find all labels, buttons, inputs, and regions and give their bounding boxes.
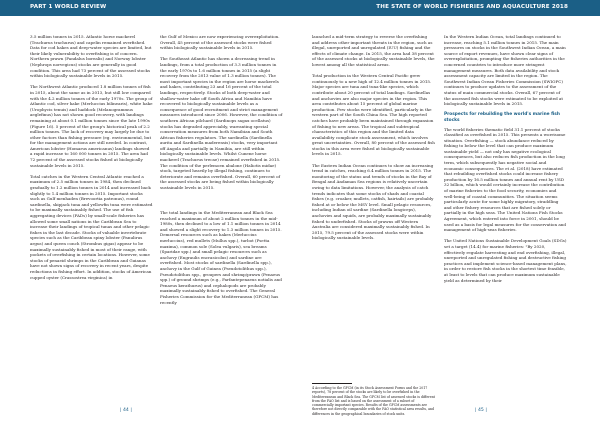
header-part-title: PART 1 WORLD REVIEW <box>30 4 107 10</box>
running-header <box>0 0 600 16</box>
paragraph: The Southeast Atlantic has shown a decreasing trend in landings, from a total production of 3.3 million tonnes in the early 1970s to 1.6 million tonnes in 2015 (a slight recovery from the 2013 value of 1.3 million tonnes). The most important species in the region are horse mackerels and hakes, contributing 23 and 16 percent of the total landings, respectively. Stocks of both deep-water and shallow-water hake off South Africa and Namibia have recovered to biologically sustainable levels as a consequence of good recruitment and strict management measures introduced since 2006. However, the condition of southern African pilchard (Sardinops sagax ocellatus) stocks has degraded appreciably, warranting special conservation measures from both Namibian and South African fisheries regulators. The sardinella (Sardinella aurita and Sardinella maderensis) stocks, very important off Angola and partially in Namibia, are still within biologically sustainable levels. Whilst Cunene horse mackerel (Trachurus trecae) remained overfished in 2015. The condition of the perlemoen abalone (Haliotis midae) stock, targeted heavily by illegal fishing, continues to deteriorate and remains overfished. Overall, 60 percent of the assessed stocks are being fished within biologically sustainable levels in 2015. <box>160 56 283 191</box>
paragraph: the Gulf of Mexico are now experiencing overexploitation. Overall, 45 percent of the assessed stocks were fished within biologically sustainable levels in 2015. <box>160 34 280 51</box>
footnote-divider <box>312 383 352 384</box>
paragraph: The world fisheries thematic field 31.1 percent of stocks classified as overfished in 2015. This presents a worrisome situation. Overfishing — stock abundance reduced by fishing to below the level that can produce maximum sustainable yield — not only has negative ecological consequences, but also reduces fish production in the long term, which subsequently has negative social and economic consequences. The et al. (2018) have estimated that rebuilding overfished stocks could increase fishery production by 16.5 million tonnes and annual rent by USD 32 billion, which would certainly increase the contribution of marine fisheries to the food security, economies and well-being of coastal communities. The situation seems particularly acute for some highly migratory, straddling and other fishery resources that are fished solely or partially in the high seas. The United Nations Fish Stocks Agreement, which entered into force in 2001, should be used as a basis for legal measures for the conservation and management of high-seas fisheries. <box>444 126 566 233</box>
text-column-2 <box>160 34 283 204</box>
paragraph: Total production in the Western Central Pacific grew continuously to a new high of 12.4 million tonnes in 2015. Major species are tuna and tuna-like species, which contribute about 20 percent of total landings. Sardinellas and anchovies are also major species in the region. This area contributes about 15 percent of global marine production. Few stocks were identified, particularly in the western part of the South China Sea. The high reported catches have probably been maintained through expansion of fishing to new areas. The tropical and subtropical characteristics of this region and the limited data availability complicate stock assessment, which involves great uncertainties. Overall, 80 percent of the assessed fish stocks in this area were fished at biologically sustainable levels in 2015. <box>312 73 435 157</box>
paragraph: The United Nations Sustainable Development Goals (SDGs) set a target (14.4) for marine fisheries: "By 2020, effectively regulate harvesting and end overfishing, illegal, unreported and unregulated fishing and destructive fishing practices and implement science-based management plans, in order to restore fish stocks in the shortest time feasible, at least to levels that can produce maximum sustainable yield as determined by their <box>444 238 567 283</box>
text-column-1 <box>30 34 153 396</box>
paragraph: The Northwest Atlantic produced 1.8 million tonnes of fish in 2015, about the same as in 2013, but still low compared with the 4.2 million tonnes of the early 1970s. The group of Atlantic cod, silver hake (Merluccius bilinearis), white hake (Urophycis tenuis) and haddock (Melanogrammus aeglefinus) has not shown good recovery, with landings remaining at about 0.1 million tonnes since the late 1990s (Figure 16). 5 percent of the group's historical peak of 2.2 million tonnes. The lack of recovery may largely be due to other factors than fishing pressure (eg. environmental, but for the management actions are still needed. In contrast, American lobster (Homarus americanus) landings showed a rapid increase to 160 000 tonnes in 2015. The area had 72 percent of the assessed stocks fished at biologically sustainable levels in 2015. <box>30 84 153 168</box>
page-number-right: | 45 | <box>475 408 487 413</box>
text-column-4 <box>444 34 567 404</box>
paragraph: The total landings in the Mediterranean and Black Sea reached a maximum of about 2 million tonnes in the mid-1980s, then declined to a low of 1.1 million tonnes in 2014 and showed a slight recovery to 1.3 million tonnes in 2015. Demersal resources such as hakes (Merluccius merluccius), red mullets (Mullus spp.), turbot (Psetta maxima), common sole (Solea vulgaris), sea breams (Sparidae spp.) and small pelagic resources such as anchovy (Engraulis encrasicolus) and sardine are overfished. Most stocks of sardinella (Sardinella spp.), anchovy in the Gulf of Guinea (Pseudotolithus spp.), Pseudotolithus spp., groupers and shrimp/prawn (Penaeus spp.) of ground shrimps (e.g., Farfantepenaeus notialis and Penaeus kerathurus) and cephalopods are probably maximally sustainably fished to overfished. The General Fisheries Commission for the Mediterranean (GFCM) has recently <box>160 210 282 305</box>
paragraph: 3.5 million tonnes in 2015. Atlantic horse mackerel (Trachurus trachurus) and capelin remained overfished. Data for cod hakes and deep-water species are limited, but their likely vulnerability to overfishing is of concern. Northern prawn (Pandalus borealis) and Norway lobster (Nephrops norvegicus) stocks are generally in good condition. This area had 73 percent of the assessed stocks within biologically sustainable levels in 2015. <box>30 34 152 79</box>
header-report-title: THE STATE OF WORLD FISHERIES AND AQUACULTURE 2018 <box>376 4 568 10</box>
footnote: 4 According to the GFCM (in its Stock Assessment Forms and the 2017 reports), 78 percent of the stocks are likely to be overfished in the Mediterranean and Black Sea. The GFCM list of assessed stocks is different from the FAO list and is based on the assessment of a subset of commercially important species. Results of the GFCM assessments are therefore not directly comparable with the FAO statistical area results, and differences in the geographical boundaries of stock units. <box>312 386 435 416</box>
paragraph: The Eastern Indian Ocean continues to show an increasing trend in catches, reaching 6.4 million tonnes in 2015. The monitoring of the status and trends of stocks in the Bay of Bengal and Andaman Sea regions is relatively uncertain owing to data limitations. However, the analysis of catch trends indicates that some stocks of shads and coastal fishes (e.g. croaker, mullets, catfish, hairtails) are probably fished at or below the MSY level. Small pelagic resources, including Indian oil sardine (Sardinella longiceps), anchovies and squids, are probably maximally sustainably fished to underfished. Stocks of prawns off Western Australia are considered maximally sustainably fished. In 2015, 79.5 percent of the assessed stocks were within biologically sustainable levels. <box>312 162 434 241</box>
text-column-3 <box>312 34 435 376</box>
section-subheading: Prospects for rebuilding the world's marine fish stocks <box>444 112 560 123</box>
page-number-left: | 44 | <box>120 408 132 413</box>
paragraph: In the Western Indian Ocean, total landings continued to increase, reaching 5.1 million tonnes in 2015. The main pressures on stocks in the Southwest Indian Ocean, a main source of export revenues, have shown clear signs of overexploitation, prompting the fisheries authorities in the concerned countries to introduce more stringent management measures. Both data availability and stock assessment capacity are limited in the region. The Southwest Indian Ocean Fisheries Commission (SWIOFC) continues to produce updates to the assessment of the status of main commercial stocks. Overall, 67 percent of the assessed fish stocks were estimated to be exploited at biologically sustainable levels in 2015. <box>444 34 566 107</box>
text-column-2-lower <box>160 210 283 368</box>
paragraph: Total catches in the Western Central Atlantic reached a maximum of 2.5 million tonnes in 1984, then declined gradually to 1.2 million tonnes in 2014 and increased back slightly to 1.4 million tonnes in 2015. Important stocks such as Gulf menhaden (Brevoortia patronus), round sardinella, skipjack tuna and yellowfin tuna were estimated to be maximally sustainably fished. The use of fish aggregating devices (FADs) by small-scale fisheries has allowed some small nations in the Caribbean Sea to increase their landings of tropical tunas and other pelagic fishes in the last decade. Stocks of valuable invertebrate species such as the Caribbean spiny lobster (Panulirus argus) and queen conch (Strombus gigas) appear to be maximally sustainably fished in most of their range, with pockets of overfishing in certain locations. However, some stocks of penaeid shrimps in the Caribbean and Guianas have not shown signs of recovery in recent years, despite reductions in fishing effort. In addition, stocks of American cupped oyster (Crassostrea virginica) in <box>30 173 153 280</box>
paragraph: launched a mid-term strategy to reverse the overfishing and address other important threats in the region, such as illegal, unreported and unregulated (IUU) fishing and the effects of climate change. In 2015, the area had 38 percent of the assessed stocks at biologically sustainable levels, the lowest among all the statistical areas. <box>312 34 435 67</box>
